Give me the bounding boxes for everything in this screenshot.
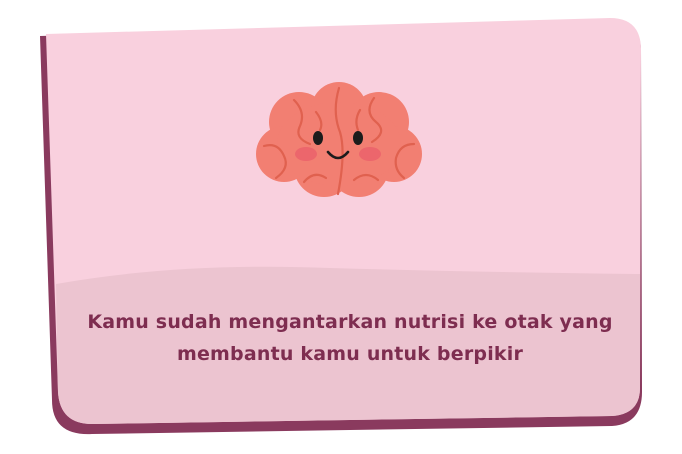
- brain-body: [256, 82, 422, 197]
- right-eye: [353, 131, 363, 145]
- brain-icon: [254, 82, 424, 202]
- message-line-1: Kamu sudah mengantarkan nutrisi ke otak yang: [87, 311, 613, 333]
- message-line-2: membantu kamu untuk berpikir: [176, 343, 524, 365]
- right-cheek: [359, 147, 381, 161]
- feedback-message: [70, 306, 630, 370]
- left-cheek: [295, 147, 317, 161]
- left-eye: [313, 131, 323, 145]
